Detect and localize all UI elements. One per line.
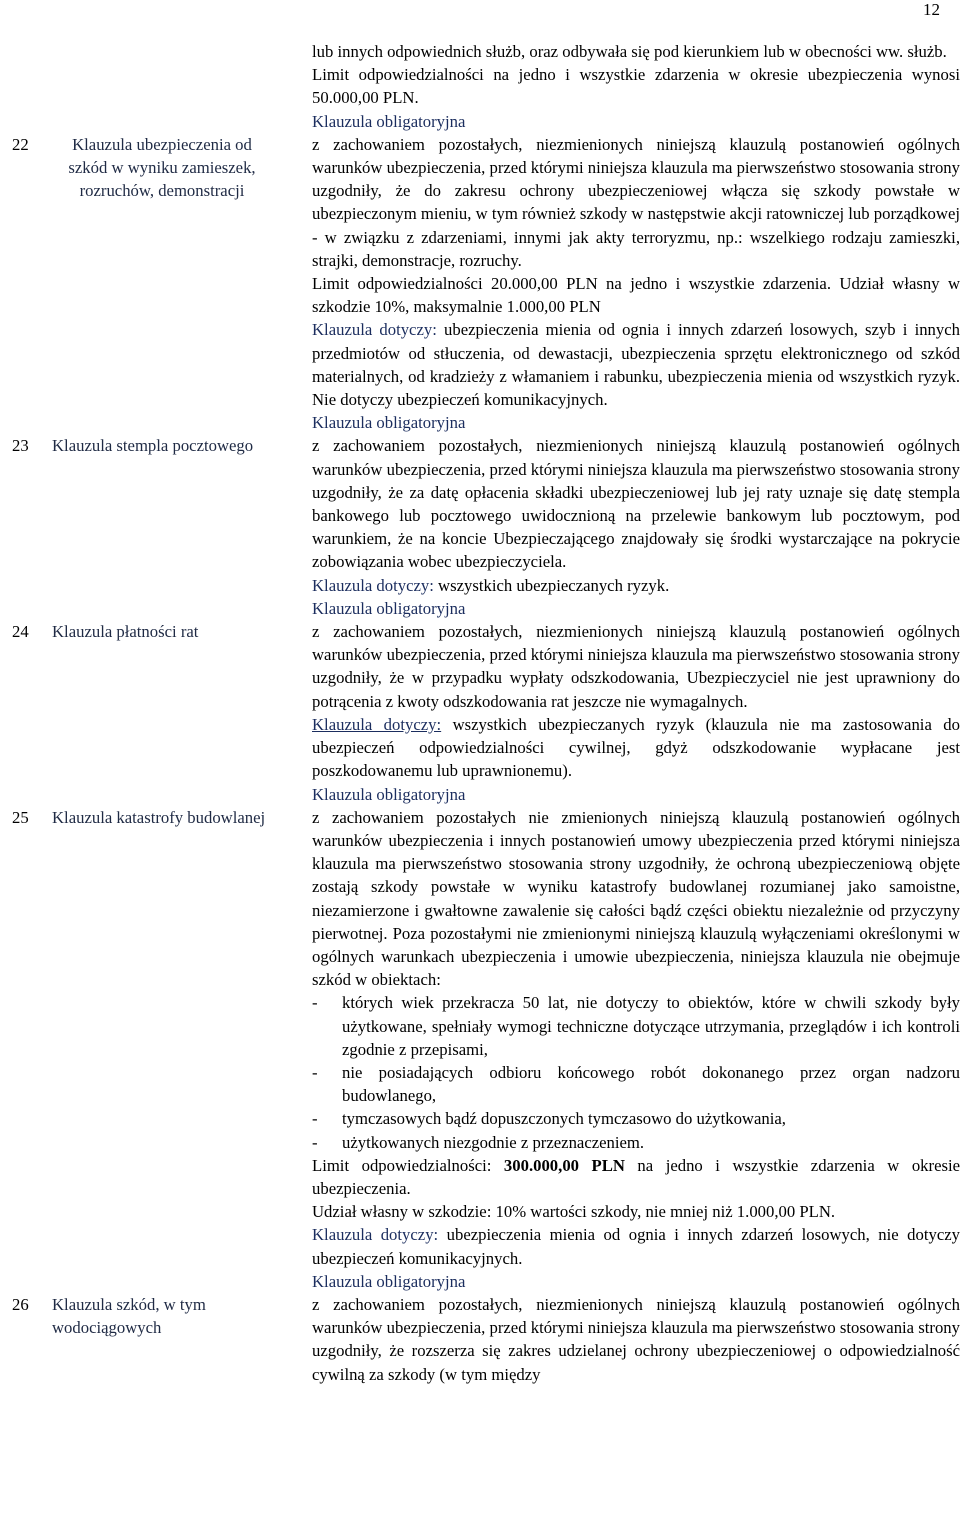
- clause-limit: Limit odpowiedzialności: 300.000,00 PLN na jedno i wszystkie zdarzenia w okresie ubezpieczenia.: [312, 1155, 960, 1198]
- obligatory-label: Klauzula obligatoryjna: [312, 413, 466, 433]
- clause-row-23: [12, 434, 960, 620]
- applies-text: wszystkich ubezpieczanych ryzyk.: [433, 575, 670, 595]
- clause-row-25: [12, 806, 960, 1293]
- applies-text: wszystkich ubezpieczanych ryzyk (klauzula nie ma zastosowania do ubezpieczeń odpowiedzialności cywilnej, gdyż odszkodowanie wypłacane jest poszkodowanemu lub uprawnionemu).: [312, 714, 960, 781]
- obligatory-label: Klauzula obligatoryjna: [312, 1271, 466, 1291]
- applies-label: Klauzula dotyczy:: [312, 714, 442, 734]
- list-item: - których wiek przekracza 50 lat, nie dotyczy to obiektów, które w chwili szkody były użytkowane, spełniały wymogi techniczne dotyczące utrzymania, przeglądów i ich kontroli zgodnie z przepisami,: [312, 993, 960, 1059]
- clause-number: 22: [12, 134, 29, 154]
- exclusion-list: [312, 991, 960, 1153]
- applies-label: Klauzula dotyczy:: [312, 1225, 439, 1245]
- applies-label: Klauzula dotyczy:: [312, 575, 434, 595]
- list-item: - nie posiadających odbioru końcowego robót dokonanego przez organ nadzoru budowlanego,: [312, 1062, 960, 1106]
- clause-table: [12, 40, 960, 1386]
- clause-body: z zachowaniem pozostałych, niezmienionych niniejszą klauzulą postanowień ogólnych warunków ubezpieczenia, przed którymi niniejsza klauzula ma pierwszeństwo stosowania strony uzgodniły, że w przypadku wypłaty odszkodowania, Ubezpieczyciel nie jest uprawniony do potrącenia z kwoty odszkodowania rat jeszcze nie wymagalnych.: [312, 622, 960, 711]
- clause-body: z zachowaniem pozostałych, niezmienionych niniejszą klauzulą postanowień ogólnych warunków ubezpieczenia, przed którymi niniejsza klauzula ma pierwszeństwo stosowania strony uzgodniły, że do zakresu ochrony ubezpieczeniowej włącza się szkody powstałe w ubezpieczonym mieniu, w tym również szkody w następstwie akcji ratowniczej lub porządkowej - w związku z zdarzeniami, innymi jak akty terroryzmu, np.: wszelkiego rodzaju zamieszki, strajki, demonstracje, rozruchy.: [312, 134, 960, 270]
- clause-number: 24: [12, 622, 29, 642]
- clause-title: Klauzula katastrofy budowlanej: [52, 807, 266, 827]
- applies-text: ubezpieczenia mienia od ognia i innych zdarzeń losowych, nie dotyczy ubezpieczeń komunikacyjnych.: [312, 1225, 960, 1268]
- clause-deductible: Udział własny w szkodzie: 10% wartości szkody, nie mniej niż 1.000,00 PLN.: [312, 1202, 836, 1222]
- clause-title: Klauzula płatności rat: [52, 622, 199, 642]
- applies-label: Klauzula dotyczy:: [312, 320, 437, 340]
- obligatory-label: Klauzula obligatoryjna: [312, 111, 466, 131]
- clause-row-24: [12, 620, 960, 806]
- clause-applies: [312, 713, 960, 783]
- clause-number: 26: [12, 1294, 29, 1314]
- continuation-paragraph-1: lub innych odpowiednich służb, oraz odbywała się pod kierunkiem lub w obecności ww. służb.: [312, 42, 947, 61]
- clause-applies: [312, 574, 960, 597]
- clause-applies: [312, 318, 960, 411]
- list-item: - tymczasowych bądź dopuszczonych tymczasowo do użytkowania,: [312, 1109, 786, 1129]
- continuation-row: [12, 40, 960, 133]
- clause-applies: [312, 1223, 960, 1269]
- obligatory-label: Klauzula obligatoryjna: [312, 598, 466, 618]
- clause-body: z zachowaniem pozostałych, niezmienionych niniejszą klauzulą postanowień ogólnych warunków ubezpieczenia, przed którymi niniejsza klauzula ma pierwszeństwo stosowania strony uzgodniły, że za datę opłacenia składki ubezpieczeniowej lub jej raty uznaje się datę stempla bankowego lub pocztowego uwidocznioną na przelewie bankowym lub pocztowym, pod warunkiem, że na koncie Ubezpieczającego znajdowały się środki wystarczające na pokrycie zobowiązania wobec ubezpieczyciela.: [312, 436, 960, 572]
- clause-body: z zachowaniem pozostałych, niezmienionych niniejszą klauzulą postanowień ogólnych warunków ubezpieczenia, przed którymi niniejsza klauzula ma pierwszeństwo stosowania strony uzgodniły, że rozszerza się zakres udzielanej ochrony ubezpieczeniowej o odpowiedzialność cywilną za szkody (w tym między: [312, 1294, 960, 1384]
- clause-title: Klauzula szkód, w tym wodociągowych: [52, 1294, 206, 1338]
- clause-row-26: [12, 1293, 960, 1386]
- clause-row-22: [12, 133, 960, 435]
- obligatory-label: Klauzula obligatoryjna: [312, 784, 466, 804]
- clause-limit: Limit odpowiedzialności 20.000,00 PLN na jedno i wszystkie zdarzenia. Udział własny w szkodzie 10%, maksymalnie 1.000,00 PLN: [312, 274, 960, 317]
- page-number: 12: [923, 0, 940, 19]
- clause-number: 25: [12, 807, 29, 827]
- list-item: - użytkowanych niezgodnie z przeznaczeniem.: [312, 1132, 645, 1152]
- clause-body: z zachowaniem pozostałych nie zmienionych niniejszą klauzulą postanowień ogólnych warunków ubezpieczenia i innych postanowień umowy ubezpieczenia przed którymi niniejsza klauzula ma pierwszeństwo stosowania strony uzgodniły, że ochroną ubezpieczeniową objęte zostają szkody powstałe w wyniku katastrofy budowlanej rozumianej jako samoistne, niezamierzone i gwałtowne zawalenie się całości bądź części obiektu niezależnie od przyczyny pierwotnej. Poza pozostałymi nie zmienionymi niniejszą klauzulą wyłączeniami określonymi w ogólnych warunkach ubezpieczenia i umowie ubezpieczenia, niniejsza klauzula nie obejmuje szkód w obiektach:: [312, 807, 960, 990]
- continuation-paragraph-2: Limit odpowiedzialności na jedno i wszystkie zdarzenia w okresie ubezpieczenia wynosi 50.000,00 PLN.: [312, 65, 960, 108]
- clause-title: Klauzula ubezpieczenia od szkód w wyniku zamieszek, rozruchów, demonstracji: [68, 134, 256, 201]
- applies-text: ubezpieczenia mienia od ognia i innych zdarzeń losowych, szyb i innych przedmiotów od stłuczenia, od dewastacji, ubezpieczenia sprzętu elektronicznego od szkód materialnych, od kradzieży z włamaniem i rabunku, ubezpieczenia mienia od wszystkich ryzyk. Nie dotyczy ubezpieczeń komunikacyjnych.: [312, 320, 960, 410]
- clause-number: 23: [12, 436, 29, 456]
- clause-title: Klauzula stempla pocztowego: [52, 436, 254, 456]
